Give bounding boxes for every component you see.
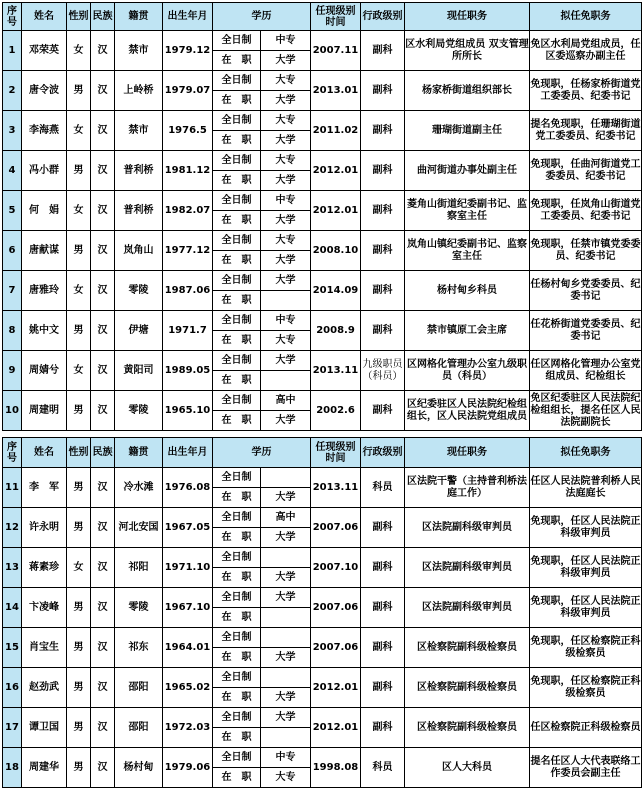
row-origin: 祁阳 bbox=[115, 548, 163, 588]
table-row bbox=[3, 231, 642, 251]
table-row bbox=[3, 71, 642, 91]
edu-label-in-service: 在 职 bbox=[213, 251, 261, 271]
row-origin: 伊塘 bbox=[115, 311, 163, 351]
row-rank-time: 2007.06 bbox=[311, 588, 361, 628]
row-current-post: 区水利局党组成员 双支管理所所长 bbox=[405, 31, 530, 71]
table-header-row bbox=[3, 3, 642, 31]
row-rank-time: 2008.10 bbox=[311, 231, 361, 271]
table-row bbox=[3, 748, 642, 768]
row-gender: 男 bbox=[67, 71, 91, 111]
header-origin: 籍贯 bbox=[115, 3, 163, 31]
table-row bbox=[3, 111, 642, 131]
appointment-table-1 bbox=[2, 2, 642, 431]
row-gender: 男 bbox=[67, 468, 91, 508]
row-admin-level: 副科 bbox=[361, 71, 405, 111]
row-full-time-education: 大学 bbox=[261, 708, 311, 728]
row-full-time-education bbox=[261, 548, 311, 568]
row-ethnicity: 汉 bbox=[91, 111, 115, 151]
row-admin-level: 副科 bbox=[361, 588, 405, 628]
row-gender: 男 bbox=[67, 231, 91, 271]
row-rank-time: 2007.06 bbox=[311, 508, 361, 548]
row-full-time-education: 大专 bbox=[261, 71, 311, 91]
row-rank-time: 2012.01 bbox=[311, 151, 361, 191]
row-name: 邓荣英 bbox=[22, 31, 67, 71]
row-admin-level: 副科 bbox=[361, 31, 405, 71]
row-origin: 普利桥 bbox=[115, 151, 163, 191]
row-ethnicity: 汉 bbox=[91, 708, 115, 748]
row-seq: 1 bbox=[3, 31, 22, 71]
row-current-post: 区法院干警（主持普利桥法庭工作） bbox=[405, 468, 530, 508]
row-rank-time: 2014.09 bbox=[311, 271, 361, 311]
row-current-post: 区法院副科级审判员 bbox=[405, 588, 530, 628]
row-in-service-education: 大专 bbox=[261, 331, 311, 351]
row-rank-time: 2007.10 bbox=[311, 548, 361, 588]
row-seq: 10 bbox=[3, 391, 22, 431]
edu-label-full-time: 全日制 bbox=[213, 628, 261, 648]
header-gender: 性别 bbox=[67, 3, 91, 31]
edu-label-full-time: 全日制 bbox=[213, 391, 261, 411]
header-seq: 序号 bbox=[3, 438, 22, 468]
row-birth: 1967.10 bbox=[163, 588, 213, 628]
row-full-time-education: 大专 bbox=[261, 151, 311, 171]
header-name: 姓名 bbox=[22, 438, 67, 468]
row-proposed-post: 任区检察院正科级检察员 bbox=[530, 708, 642, 748]
row-proposed-post: 任区网格化管理办公室党组成员、纪检组长 bbox=[530, 351, 642, 391]
row-admin-level: 科员 bbox=[361, 468, 405, 508]
row-origin: 邵阳 bbox=[115, 708, 163, 748]
edu-label-full-time: 全日制 bbox=[213, 748, 261, 768]
table-row bbox=[3, 31, 642, 51]
row-full-time-education: 高中 bbox=[261, 391, 311, 411]
row-birth: 1971.10 bbox=[163, 548, 213, 588]
header-name: 姓名 bbox=[22, 3, 67, 31]
row-ethnicity: 汉 bbox=[91, 391, 115, 431]
row-proposed-post: 免现职，任禁市镇党委委员、纪委书记 bbox=[530, 231, 642, 271]
row-rank-time: 2013.11 bbox=[311, 468, 361, 508]
row-birth: 1979.06 bbox=[163, 748, 213, 788]
row-in-service-education: 大学 bbox=[261, 528, 311, 548]
row-in-service-education bbox=[261, 728, 311, 748]
edu-label-in-service: 在 职 bbox=[213, 648, 261, 668]
row-gender: 女 bbox=[67, 351, 91, 391]
row-in-service-education: 大学 bbox=[261, 171, 311, 191]
row-admin-level: 副科 bbox=[361, 151, 405, 191]
row-origin: 岚角山 bbox=[115, 231, 163, 271]
row-ethnicity: 汉 bbox=[91, 668, 115, 708]
row-proposed-post: 免现职，任区人民法院正科级审判员 bbox=[530, 548, 642, 588]
row-rank-time: 1998.08 bbox=[311, 748, 361, 788]
header-ethnicity: 民族 bbox=[91, 438, 115, 468]
table-row bbox=[3, 191, 642, 211]
row-seq: 17 bbox=[3, 708, 22, 748]
row-full-time-education: 大学 bbox=[261, 271, 311, 291]
row-ethnicity: 汉 bbox=[91, 548, 115, 588]
row-admin-level: 科员 bbox=[361, 748, 405, 788]
row-current-post: 区法院副科级审判员 bbox=[405, 508, 530, 548]
row-full-time-education: 大专 bbox=[261, 111, 311, 131]
edu-label-in-service: 在 职 bbox=[213, 688, 261, 708]
row-origin: 零陵 bbox=[115, 271, 163, 311]
row-birth: 1987.06 bbox=[163, 271, 213, 311]
row-seq: 16 bbox=[3, 668, 22, 708]
header-admin-level: 行政级别 bbox=[361, 438, 405, 468]
row-name: 唐雅玲 bbox=[22, 271, 67, 311]
row-origin: 禁市 bbox=[115, 111, 163, 151]
row-rank-time: 2012.01 bbox=[311, 668, 361, 708]
row-rank-time: 2012.01 bbox=[311, 191, 361, 231]
row-seq: 18 bbox=[3, 748, 22, 788]
row-current-post: 菱角山街道纪委副书记、监察室主任 bbox=[405, 191, 530, 231]
header-proposed: 拟任免职务 bbox=[530, 438, 642, 468]
row-in-service-education: 大专 bbox=[261, 768, 311, 788]
row-rank-time: 2008.9 bbox=[311, 311, 361, 351]
table-row bbox=[3, 468, 642, 488]
edu-label-full-time: 全日制 bbox=[213, 708, 261, 728]
row-in-service-education: 大学 bbox=[261, 488, 311, 508]
row-birth: 1967.05 bbox=[163, 508, 213, 548]
row-proposed-post: 免现职，任区检察院正科级检察员 bbox=[530, 668, 642, 708]
header-rank-time: 任现级别时间 bbox=[311, 438, 361, 468]
row-gender: 男 bbox=[67, 588, 91, 628]
header-education: 学历 bbox=[213, 3, 311, 31]
row-ethnicity: 汉 bbox=[91, 508, 115, 548]
row-admin-level: 副科 bbox=[361, 311, 405, 351]
edu-label-in-service: 在 职 bbox=[213, 528, 261, 548]
row-seq: 6 bbox=[3, 231, 22, 271]
row-birth: 1976.5 bbox=[163, 111, 213, 151]
row-gender: 女 bbox=[67, 548, 91, 588]
row-full-time-education: 大学 bbox=[261, 588, 311, 608]
edu-label-full-time: 全日制 bbox=[213, 468, 261, 488]
row-name: 唐献谋 bbox=[22, 231, 67, 271]
header-admin-level: 行政级别 bbox=[361, 3, 405, 31]
row-full-time-education: 中专 bbox=[261, 31, 311, 51]
row-admin-level: 副科 bbox=[361, 391, 405, 431]
edu-label-in-service: 在 职 bbox=[213, 91, 261, 111]
row-birth: 1979.12 bbox=[163, 31, 213, 71]
row-name: 冯小群 bbox=[22, 151, 67, 191]
row-admin-level: 副科 bbox=[361, 111, 405, 151]
row-birth: 1979.07 bbox=[163, 71, 213, 111]
edu-label-in-service: 在 职 bbox=[213, 411, 261, 431]
table-row bbox=[3, 391, 642, 411]
row-proposed-post: 免现职，任区检察院正科级检察员 bbox=[530, 628, 642, 668]
row-name: 许永明 bbox=[22, 508, 67, 548]
row-gender: 女 bbox=[67, 31, 91, 71]
row-birth: 1981.12 bbox=[163, 151, 213, 191]
row-current-post: 区网格化管理办公室九级职员（科员） bbox=[405, 351, 530, 391]
row-birth: 1982.07 bbox=[163, 191, 213, 231]
row-gender: 男 bbox=[67, 708, 91, 748]
row-in-service-education: 大学 bbox=[261, 688, 311, 708]
row-full-time-education: 大专 bbox=[261, 231, 311, 251]
row-name: 李 军 bbox=[22, 468, 67, 508]
row-name: 赵劲武 bbox=[22, 668, 67, 708]
row-name: 何 娟 bbox=[22, 191, 67, 231]
row-current-post: 区纪委驻区人民法院纪检组组长，区人民法院党组成员 bbox=[405, 391, 530, 431]
row-ethnicity: 汉 bbox=[91, 588, 115, 628]
row-seq: 2 bbox=[3, 71, 22, 111]
row-name: 周建华 bbox=[22, 748, 67, 788]
edu-label-in-service: 在 职 bbox=[213, 488, 261, 508]
row-origin: 禁市 bbox=[115, 31, 163, 71]
edu-label-in-service: 在 职 bbox=[213, 291, 261, 311]
row-current-post: 区人大科员 bbox=[405, 748, 530, 788]
row-current-post: 杨村甸乡科员 bbox=[405, 271, 530, 311]
row-in-service-education: 大学 bbox=[261, 91, 311, 111]
header-origin: 籍贯 bbox=[115, 438, 163, 468]
row-proposed-post: 免区水利局党组成员，任区委巡察办副主任 bbox=[530, 31, 642, 71]
row-seq: 8 bbox=[3, 311, 22, 351]
row-seq: 4 bbox=[3, 151, 22, 191]
row-origin: 冷水滩 bbox=[115, 468, 163, 508]
row-ethnicity: 汉 bbox=[91, 628, 115, 668]
row-seq: 13 bbox=[3, 548, 22, 588]
table-row bbox=[3, 548, 642, 568]
header-current-post: 现任职务 bbox=[405, 3, 530, 31]
header-education: 学历 bbox=[213, 438, 311, 468]
row-admin-level: 九级职员（科员） bbox=[361, 351, 405, 391]
table-row bbox=[3, 151, 642, 171]
row-proposed-post: 提名任区人大代表联络工作委员会副主任 bbox=[530, 748, 642, 788]
row-name: 周婧兮 bbox=[22, 351, 67, 391]
row-birth: 1965.02 bbox=[163, 668, 213, 708]
row-gender: 女 bbox=[67, 111, 91, 151]
row-current-post: 岚角山镇纪委副书记、监察室主任 bbox=[405, 231, 530, 271]
edu-label-full-time: 全日制 bbox=[213, 311, 261, 331]
table-row bbox=[3, 628, 642, 648]
appointment-table-2 bbox=[2, 437, 642, 788]
edu-label-in-service: 在 职 bbox=[213, 608, 261, 628]
row-ethnicity: 汉 bbox=[91, 468, 115, 508]
row-proposed-post: 免现职，任杨家桥街道党工委委员、纪委书记 bbox=[530, 71, 642, 111]
row-current-post: 杨家桥街道组织部长 bbox=[405, 71, 530, 111]
row-gender: 男 bbox=[67, 151, 91, 191]
row-proposed-post: 免现职，任区人民法院正科级审判员 bbox=[530, 588, 642, 628]
row-full-time-education: 中专 bbox=[261, 191, 311, 211]
row-seq: 12 bbox=[3, 508, 22, 548]
edu-label-full-time: 全日制 bbox=[213, 588, 261, 608]
row-proposed-post: 免区纪委驻区人民法院纪检组组长，提名任区人民法院副院长 bbox=[530, 391, 642, 431]
edu-label-in-service: 在 职 bbox=[213, 768, 261, 788]
row-name: 谭卫国 bbox=[22, 708, 67, 748]
row-origin: 祁东 bbox=[115, 628, 163, 668]
row-full-time-education: 中专 bbox=[261, 748, 311, 768]
edu-label-full-time: 全日制 bbox=[213, 31, 261, 51]
row-full-time-education: 高中 bbox=[261, 508, 311, 528]
row-ethnicity: 汉 bbox=[91, 351, 115, 391]
row-admin-level: 副科 bbox=[361, 708, 405, 748]
row-name: 唐令波 bbox=[22, 71, 67, 111]
row-birth: 1965.10 bbox=[163, 391, 213, 431]
row-name: 周建明 bbox=[22, 391, 67, 431]
row-in-service-education bbox=[261, 371, 311, 391]
row-seq: 14 bbox=[3, 588, 22, 628]
row-proposed-post: 任花桥街道党委委员、纪委书记 bbox=[530, 311, 642, 351]
row-in-service-education: 大学 bbox=[261, 131, 311, 151]
row-seq: 7 bbox=[3, 271, 22, 311]
row-current-post: 区检察院副科级检察员 bbox=[405, 628, 530, 668]
row-gender: 男 bbox=[67, 508, 91, 548]
edu-label-full-time: 全日制 bbox=[213, 668, 261, 688]
row-origin: 上岭桥 bbox=[115, 71, 163, 111]
edu-label-in-service: 在 职 bbox=[213, 211, 261, 231]
row-ethnicity: 汉 bbox=[91, 231, 115, 271]
row-in-service-education: 大学 bbox=[261, 251, 311, 271]
header-seq: 序号 bbox=[3, 3, 22, 31]
row-origin: 杨村甸 bbox=[115, 748, 163, 788]
row-rank-time: 2011.02 bbox=[311, 111, 361, 151]
row-proposed-post: 免现职，任曲河街道党工委委员、纪委书记 bbox=[530, 151, 642, 191]
row-rank-time: 2012.01 bbox=[311, 708, 361, 748]
row-current-post: 珊瑚街道副主任 bbox=[405, 111, 530, 151]
row-full-time-education: 大学 bbox=[261, 351, 311, 371]
table-row bbox=[3, 668, 642, 688]
row-in-service-education: 大学 bbox=[261, 648, 311, 668]
edu-label-full-time: 全日制 bbox=[213, 508, 261, 528]
row-origin: 邵阳 bbox=[115, 668, 163, 708]
row-birth: 1964.01 bbox=[163, 628, 213, 668]
header-proposed: 拟任免职务 bbox=[530, 3, 642, 31]
row-origin: 河北安国 bbox=[115, 508, 163, 548]
row-ethnicity: 汉 bbox=[91, 151, 115, 191]
row-in-service-education bbox=[261, 608, 311, 628]
row-seq: 3 bbox=[3, 111, 22, 151]
row-admin-level: 副科 bbox=[361, 628, 405, 668]
row-rank-time: 2007.11 bbox=[311, 31, 361, 71]
row-current-post: 区检察院副科级检察员 bbox=[405, 668, 530, 708]
table-separator bbox=[0, 431, 643, 435]
row-current-post: 禁市镇原工会主席 bbox=[405, 311, 530, 351]
row-name: 姚中文 bbox=[22, 311, 67, 351]
row-ethnicity: 汉 bbox=[91, 271, 115, 311]
edu-label-in-service: 在 职 bbox=[213, 171, 261, 191]
edu-label-in-service: 在 职 bbox=[213, 331, 261, 351]
row-ethnicity: 汉 bbox=[91, 311, 115, 351]
row-proposed-post: 免现职，任区人民法院正科级审判员 bbox=[530, 508, 642, 548]
row-gender: 女 bbox=[67, 271, 91, 311]
table-row bbox=[3, 271, 642, 291]
row-in-service-education: 大学 bbox=[261, 211, 311, 231]
header-rank-time: 任现级别时间 bbox=[311, 3, 361, 31]
edu-label-in-service: 在 职 bbox=[213, 371, 261, 391]
table-row bbox=[3, 311, 642, 331]
row-full-time-education bbox=[261, 628, 311, 648]
row-gender: 男 bbox=[67, 628, 91, 668]
row-admin-level: 副科 bbox=[361, 548, 405, 588]
row-full-time-education: 中专 bbox=[261, 311, 311, 331]
edu-label-full-time: 全日制 bbox=[213, 151, 261, 171]
row-current-post: 区法院副科级审判员 bbox=[405, 548, 530, 588]
row-proposed-post: 提名免现职，任珊瑚街道党工委委员、纪委书记 bbox=[530, 111, 642, 151]
row-birth: 1971.7 bbox=[163, 311, 213, 351]
edu-label-in-service: 在 职 bbox=[213, 51, 261, 71]
row-current-post: 区检察院副科级检察员 bbox=[405, 708, 530, 748]
edu-label-full-time: 全日制 bbox=[213, 111, 261, 131]
row-seq: 9 bbox=[3, 351, 22, 391]
row-in-service-education: 大学 bbox=[261, 411, 311, 431]
edu-label-full-time: 全日制 bbox=[213, 231, 261, 251]
row-rank-time: 2013.11 bbox=[311, 351, 361, 391]
row-admin-level: 副科 bbox=[361, 271, 405, 311]
table-row bbox=[3, 708, 642, 728]
row-origin: 普利桥 bbox=[115, 191, 163, 231]
row-current-post: 曲河街道办事处副主任 bbox=[405, 151, 530, 191]
header-birth: 出生年月 bbox=[163, 3, 213, 31]
row-name: 蒋素珍 bbox=[22, 548, 67, 588]
row-origin: 零陵 bbox=[115, 391, 163, 431]
row-proposed-post: 免现职，任岚角山街道党工委委员、纪委书记 bbox=[530, 191, 642, 231]
row-name: 肖宝生 bbox=[22, 628, 67, 668]
edu-label-full-time: 全日制 bbox=[213, 548, 261, 568]
table-row bbox=[3, 588, 642, 608]
table-header-row bbox=[3, 438, 642, 468]
row-full-time-education bbox=[261, 668, 311, 688]
row-seq: 11 bbox=[3, 468, 22, 508]
row-gender: 男 bbox=[67, 748, 91, 788]
row-ethnicity: 汉 bbox=[91, 31, 115, 71]
row-birth: 1972.03 bbox=[163, 708, 213, 748]
row-in-service-education: 大学 bbox=[261, 51, 311, 71]
row-name: 卞凌峰 bbox=[22, 588, 67, 628]
row-proposed-post: 任区人民法院普利桥人民法庭庭长 bbox=[530, 468, 642, 508]
row-proposed-post: 任杨村甸乡党委委员、纪委书记 bbox=[530, 271, 642, 311]
header-ethnicity: 民族 bbox=[91, 3, 115, 31]
edu-label-full-time: 全日制 bbox=[213, 71, 261, 91]
header-gender: 性别 bbox=[67, 438, 91, 468]
row-ethnicity: 汉 bbox=[91, 191, 115, 231]
row-origin: 零陵 bbox=[115, 588, 163, 628]
row-ethnicity: 汉 bbox=[91, 748, 115, 788]
row-in-service-education: 大学 bbox=[261, 568, 311, 588]
edu-label-in-service: 在 职 bbox=[213, 728, 261, 748]
row-in-service-education bbox=[261, 291, 311, 311]
row-admin-level: 副科 bbox=[361, 508, 405, 548]
row-gender: 男 bbox=[67, 391, 91, 431]
row-admin-level: 副科 bbox=[361, 231, 405, 271]
edu-label-full-time: 全日制 bbox=[213, 191, 261, 211]
edu-label-in-service: 在 职 bbox=[213, 131, 261, 151]
row-ethnicity: 汉 bbox=[91, 71, 115, 111]
row-gender: 男 bbox=[67, 668, 91, 708]
row-gender: 女 bbox=[67, 191, 91, 231]
row-seq: 5 bbox=[3, 191, 22, 231]
row-gender: 男 bbox=[67, 311, 91, 351]
header-current-post: 现任职务 bbox=[405, 438, 530, 468]
row-seq: 15 bbox=[3, 628, 22, 668]
row-admin-level: 副科 bbox=[361, 191, 405, 231]
row-rank-time: 2002.6 bbox=[311, 391, 361, 431]
row-name: 李海燕 bbox=[22, 111, 67, 151]
row-rank-time: 2013.01 bbox=[311, 71, 361, 111]
edu-label-full-time: 全日制 bbox=[213, 271, 261, 291]
header-birth: 出生年月 bbox=[163, 438, 213, 468]
table-row bbox=[3, 351, 642, 371]
edu-label-in-service: 在 职 bbox=[213, 568, 261, 588]
row-origin: 黄阳司 bbox=[115, 351, 163, 391]
row-admin-level: 副科 bbox=[361, 668, 405, 708]
row-birth: 1977.12 bbox=[163, 231, 213, 271]
edu-label-full-time: 全日制 bbox=[213, 351, 261, 371]
table-row bbox=[3, 508, 642, 528]
row-rank-time: 2007.06 bbox=[311, 628, 361, 668]
row-birth: 1976.08 bbox=[163, 468, 213, 508]
row-full-time-education bbox=[261, 468, 311, 488]
row-birth: 1989.05 bbox=[163, 351, 213, 391]
